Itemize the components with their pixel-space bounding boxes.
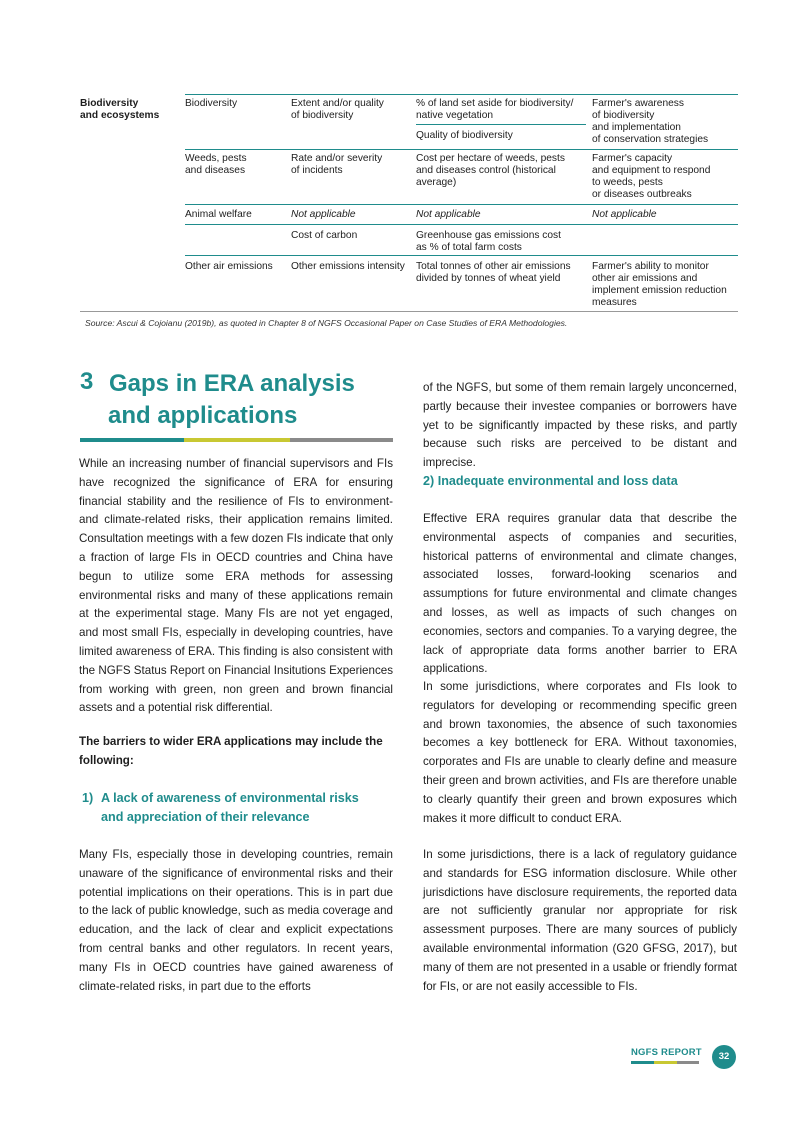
table-row: Biodiversity Extent and/or quality of biodiversity % of land set aside for biodiversity/ native vegetation Quality of biodiversity Farmer's awareness of biodiversity and implementation of conservation strategies xyxy=(185,94,738,150)
subheading-2: 2) Inadequate environmental and loss data xyxy=(423,474,678,488)
table-category: Biodiversity and ecosystems xyxy=(80,98,160,121)
barriers-lead: The barriers to wider ERA applications may include the following: xyxy=(79,735,383,767)
table-row: Cost of carbon Greenhouse gas emissions cost as % of total farm costs xyxy=(291,230,561,253)
heading-bar-lime xyxy=(184,438,290,442)
heading-bar-teal xyxy=(80,438,184,442)
left-paragraph-1: While an increasing number of financial supervisors and FIs have recognized the significance of ERA for ensuring financial stability and the resilience of FIs to environment- and climate-related risks, their application remains limited. Consultation meetings with a few dozen FIs indicate that only a fraction of large FIs in OECD countries and China have begun to utilize some ERA methods for assessing environmental risks and many of these applications remain at the experimental stage. Many FIs are not yet engaged, and most small FIs, especially in developing countries, have limited awareness of ERA. This finding is also consistent with the NGFS Status Report on Financial Insitutions Experiences from working with green, non green and brown financial assets and a potential risk differential. xyxy=(79,457,393,715)
footer-bar-lime xyxy=(654,1061,677,1064)
table-cell-divider xyxy=(416,124,586,125)
subheading-1-number: 1) xyxy=(82,791,94,805)
table-row: Animal welfare Not applicable Not applicable Not applicable xyxy=(185,204,738,225)
subheading-1-line2: and appreciation of their relevance xyxy=(101,810,310,824)
section-number: 3 xyxy=(80,368,94,395)
page-number: 32 xyxy=(712,1045,736,1069)
left-paragraph-2: Many FIs, especially those in developing countries, remain unaware of the significance of environmental risks and their potential implications on their operations. This is in part due to the lack of public knowledge, such as media coverage and education, and the lack of clear and explicit expectations from central banks and other regulators. In recent years, many FIs in OECD countries have gained awareness of climate-related risks, in part due to the efforts xyxy=(79,848,393,993)
footer-bar-teal xyxy=(631,1061,654,1064)
right-paragraph-0: of the NGFS, but some of them remain largely unconcerned, partly because their investee companies or borrowers have yet to be significantly impacted by these risks, and partly because such risks are perceived to be distant and imprecise. xyxy=(423,381,737,470)
footer-report-label: NGFS REPORT xyxy=(631,1047,702,1058)
footer-bar-grey xyxy=(677,1061,699,1064)
table-row: Weeds, pests and diseases Rate and/or severity of incidents Cost per hectare of weeds, pests and diseases control (historical average) Farmer's capacity and equipment to respond to weeds, pests or diseases outbreaks xyxy=(185,149,738,205)
section-title-line2: and applications xyxy=(108,402,298,429)
table-row: Other air emissions Other emissions intensity Total tonnes of other air emissions divided by tonnes of wheat yield Farmer's ability to monitor other air emissions and implement emission reduction measures xyxy=(185,261,727,308)
table-bottom-rule xyxy=(80,311,738,312)
heading-bar-grey xyxy=(290,438,393,442)
subheading-1-line1: A lack of awareness of environmental risks xyxy=(101,791,359,805)
right-paragraph-3: In some jurisdictions, there is a lack of regulatory guidance and standards for ESG information disclosure. While other jurisdictions have disclosure requirements, the reported data are not sufficiently granular nor appropriate for risk assessment purposes. There are many sources of publicly available environmental information (G20 GFSG, 2017), but many of them are not presented in a usable or friendly format for FIs, or are not easily accessible to FIs. xyxy=(423,848,737,993)
section-title-line1: Gaps in ERA analysis xyxy=(109,370,355,397)
right-paragraph-2: In some jurisdictions, where corporates and FIs look to regulators for developing or recommending specific green and brown taxonomies, the absence of such taxonomies becomes a key bottleneck for ERA. Without taxonomies, corporates and FIs are unable to clearly define and measure their green and brown activities, and FIs are therefore unable to clearly quantify their green and brown exposures which makes it more difficult to conduct ERA. xyxy=(423,680,737,825)
table-source-note: Source: Ascui & Cojoianu (2019b), as quoted in Chapter 8 of NGFS Occasional Paper on Case Studies of ERA Methodologies. xyxy=(85,318,568,328)
right-paragraph-1: Effective ERA requires granular data that describe the environmental aspects of companies and securities, historical patterns of environmental and climate changes, associated losses, forward-looking scenarios and assumptions for future environmental and climate changes and losses, as well as impacts of such changes on economies, sectors and companies. To a varying degree, the lack of appropriate data forms another barrier to ERA applications. xyxy=(423,512,737,676)
